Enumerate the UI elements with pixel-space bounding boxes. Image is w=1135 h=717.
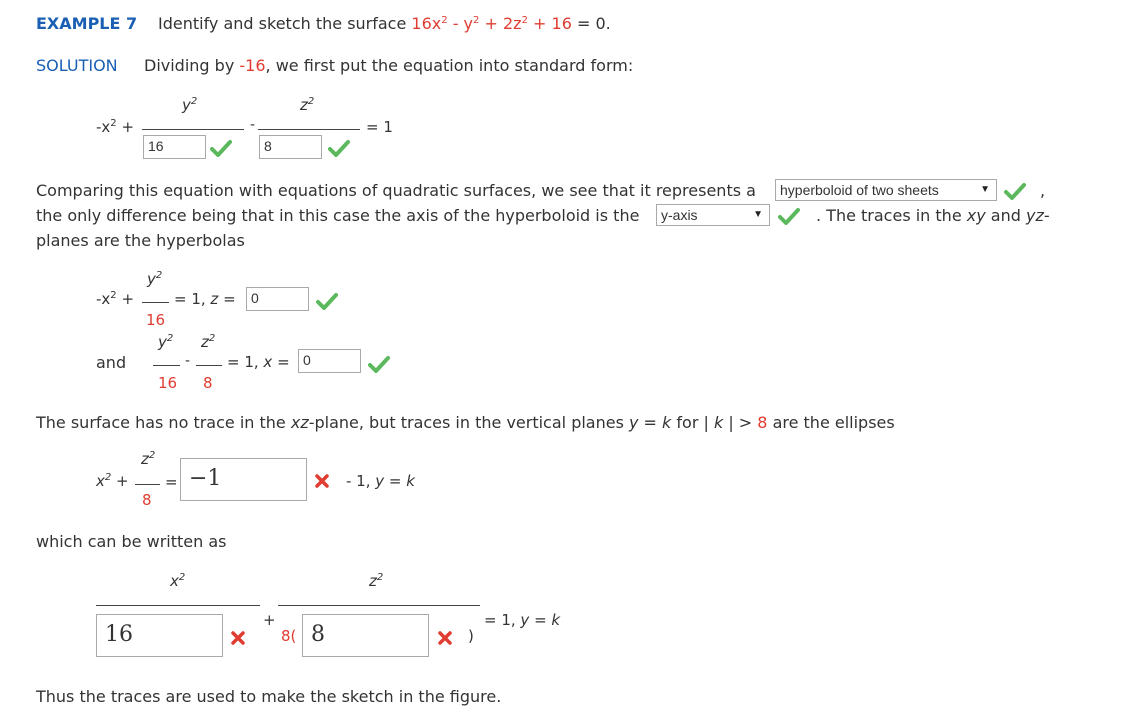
fraction-bar: [258, 129, 360, 130]
intro-line: Identify and sketch the surface $16x^2 - y^2 + 2z^2 + 16 = 0$.: [158, 14, 611, 33]
which-text: which can be written as: [36, 532, 227, 551]
example-label: EXAMPLE 7: [36, 14, 138, 33]
axis-select[interactable]: y-axis ▼: [656, 204, 770, 226]
comparing-text-3: . The traces in the xy and yz-: [816, 206, 1050, 225]
comparing-text-4: planes are the hyperbolas: [36, 231, 245, 250]
fraction-bar: [142, 302, 169, 303]
and-label: and: [96, 353, 127, 372]
cross-icon: [230, 630, 246, 646]
conclusion-text: Thus the traces are used to make the sketch in the figure.: [36, 687, 502, 706]
fraction-bar: [153, 365, 180, 366]
fraction-bar: [142, 129, 244, 130]
comparing-text-1: Comparing this equation with equations of quadratic surfaces, we see that it represents a: [36, 181, 756, 200]
final-input-1[interactable]: 16: [96, 614, 223, 657]
surface-type-select[interactable]: hyperboloid of two sheets ▼: [775, 179, 997, 201]
comma: ,: [1040, 181, 1046, 200]
fraction-bar: [96, 605, 260, 606]
fraction-bar: [196, 365, 222, 366]
solution-line: Dividing by -16, we first put the equation into standard form:: [144, 56, 634, 75]
intro-text: Identify and sketch the surface: [158, 14, 412, 33]
check-icon: [210, 139, 232, 157]
dropdown-arrow-icon: ▼: [753, 209, 763, 220]
check-icon: [1004, 182, 1026, 200]
intro-equation: $16x^2 - y^2 + 2z^2 + 16$: [411, 14, 572, 33]
denominator-input-1[interactable]: 16: [143, 135, 206, 159]
x-value-input[interactable]: 0: [298, 349, 361, 373]
dropdown-arrow-icon: ▼: [980, 184, 990, 195]
cross-icon: [314, 473, 330, 489]
ellipse-rhs-input[interactable]: −1: [180, 458, 307, 501]
no-trace-text: The surface has no trace in the xz-plane, but traces in the vertical planes y = k for | k | > 8 are the ellipses: [36, 413, 895, 432]
comparing-text-2: the only difference being that in this case the axis of the hyperboloid is the: [36, 206, 640, 225]
check-icon: [316, 292, 338, 310]
solution-label: SOLUTION: [36, 56, 118, 75]
denominator-input-2[interactable]: 8: [259, 135, 322, 159]
z-value-input[interactable]: 0: [246, 287, 309, 311]
fraction-bar: [135, 484, 160, 485]
check-icon: [368, 355, 390, 373]
final-input-2[interactable]: 8: [302, 614, 429, 657]
check-icon: [778, 207, 800, 225]
cross-icon: [437, 630, 453, 646]
fraction-bar: [278, 605, 480, 606]
check-icon: [328, 139, 350, 157]
